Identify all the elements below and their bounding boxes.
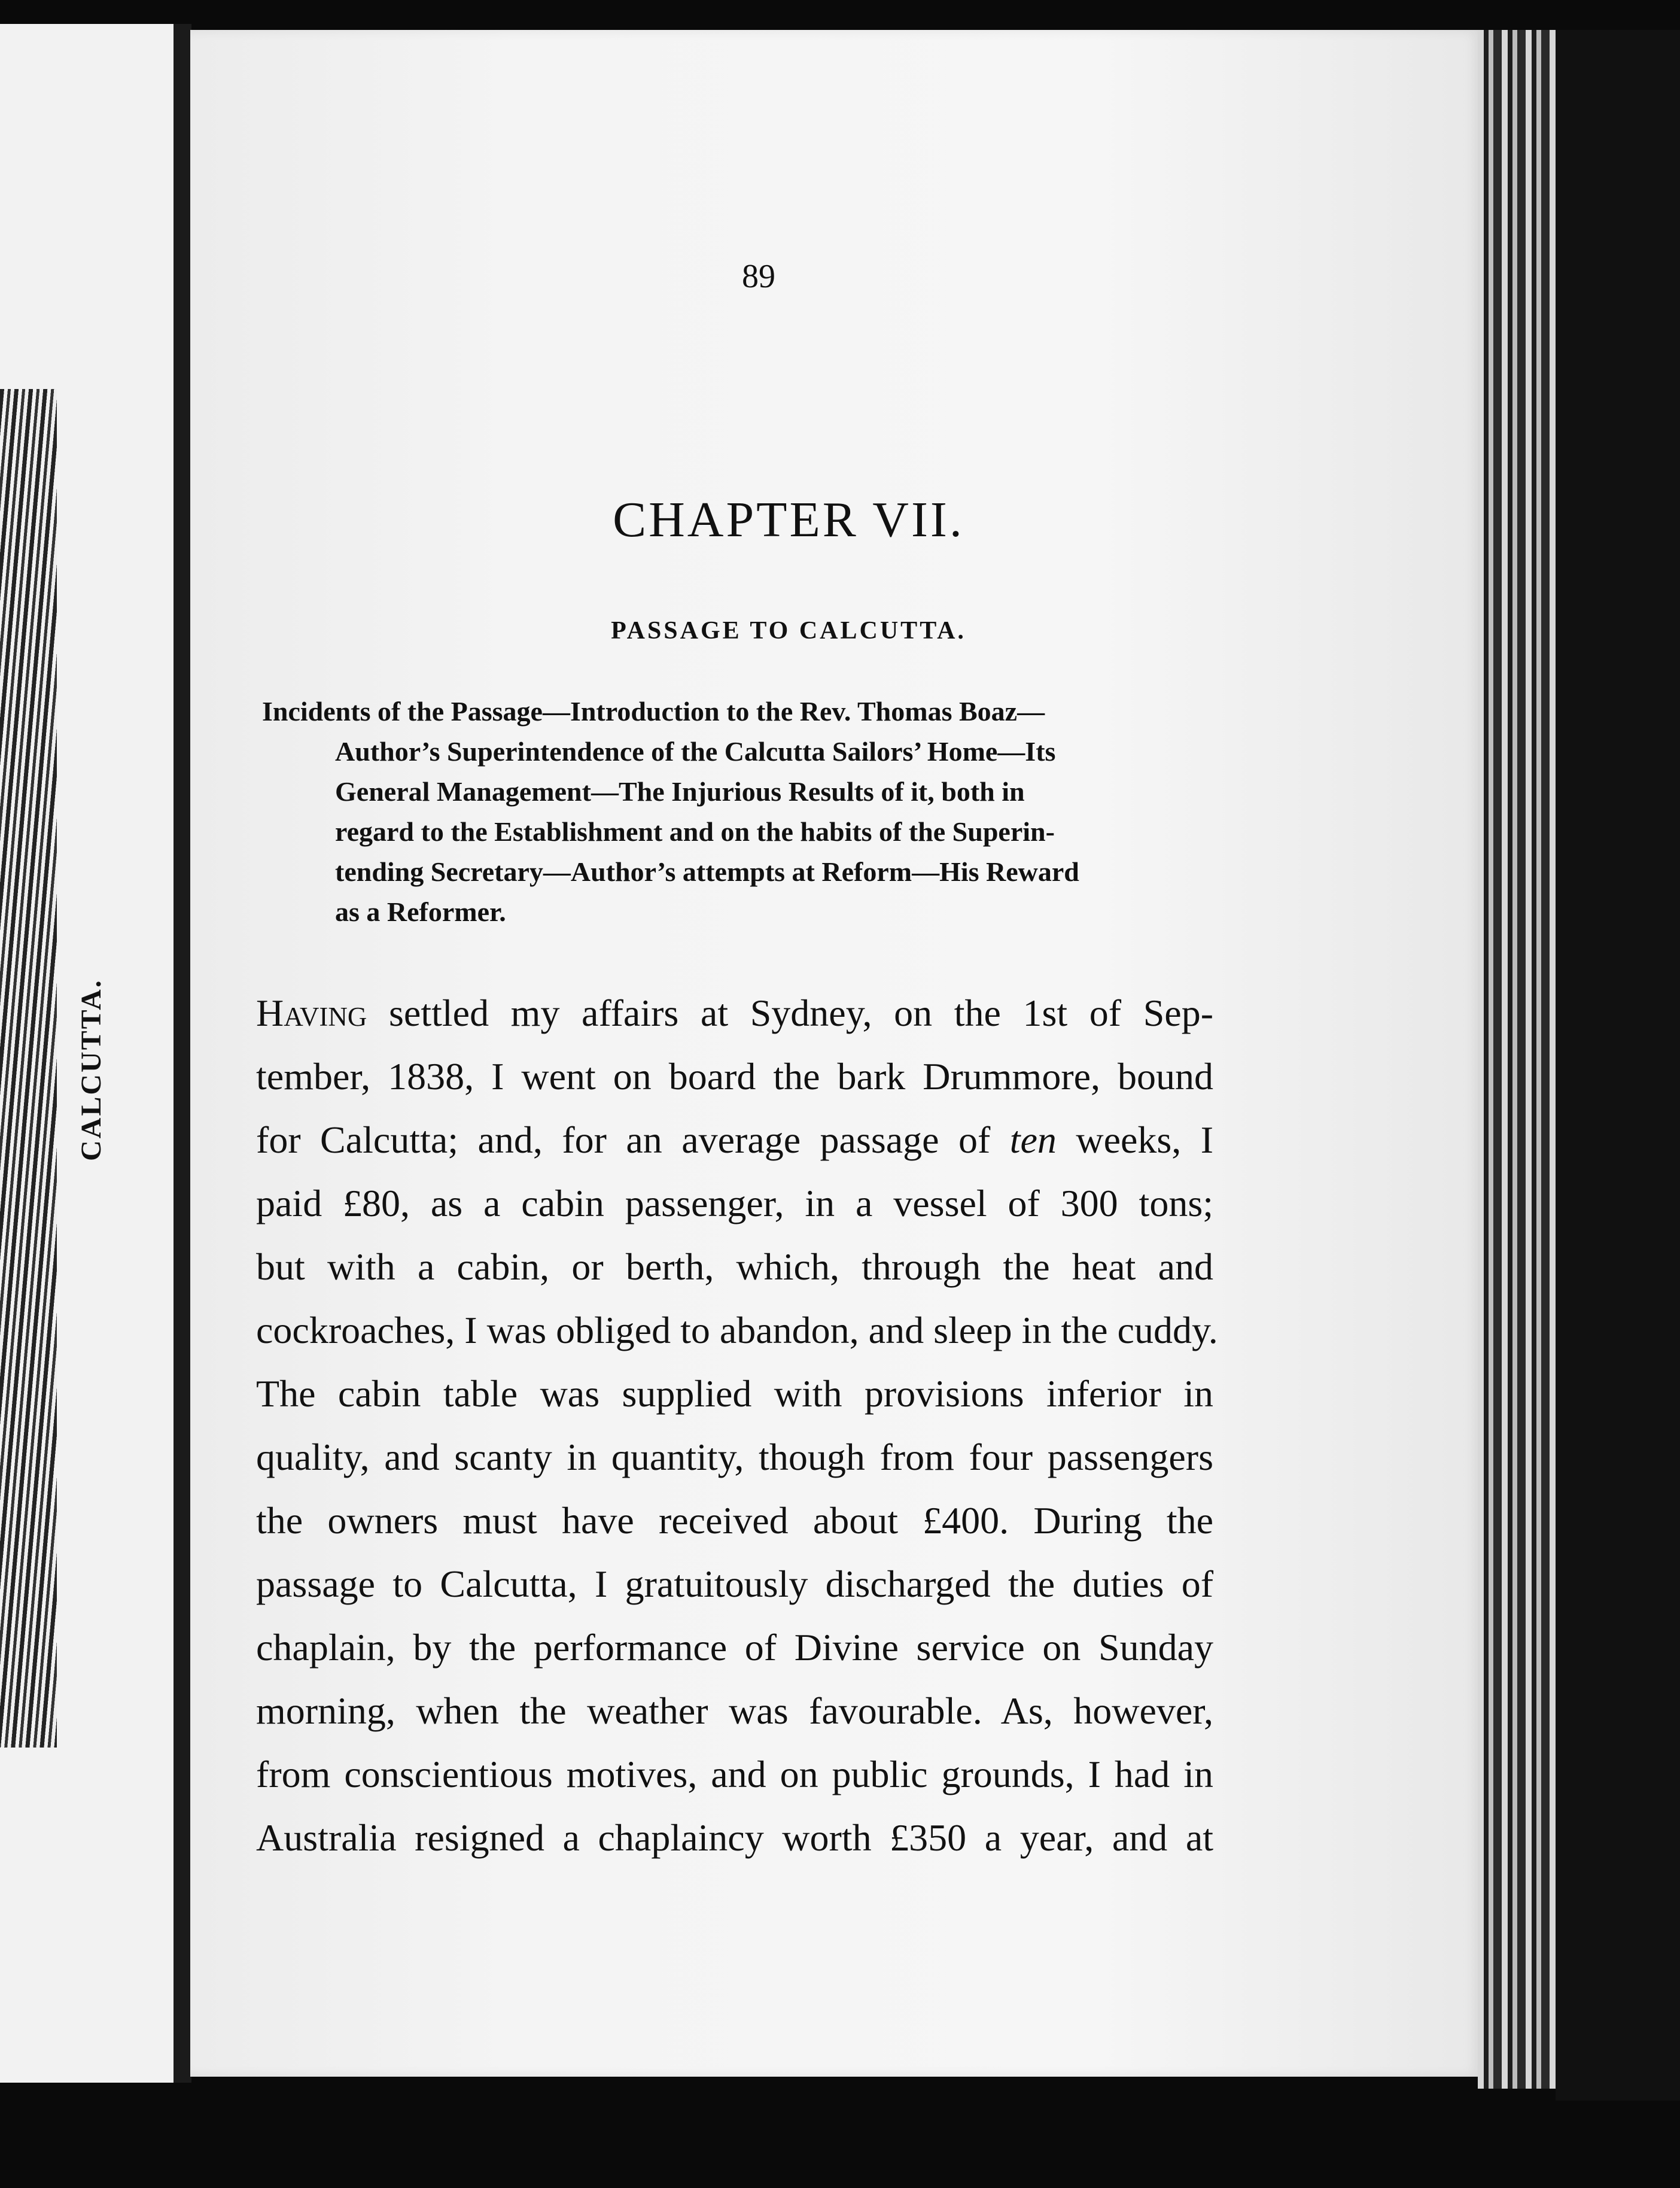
engraving-fragment [0, 389, 57, 1748]
body-line [256, 1108, 1213, 1172]
body-line-text: for Calcutta; and, for an average passage of [256, 1119, 991, 1161]
book-edge-shadow [1556, 30, 1680, 2101]
body-line: cockroaches, I was obliged to abandon, and sleep in the cuddy. [256, 1309, 1218, 1351]
left-running-title: CALCUTTA. [75, 978, 107, 1161]
body-line: tember, 1838, I went on board the bark Drummore, bound [256, 1055, 1213, 1098]
body-line: The cabin table was supplied with provisions inferior in [256, 1372, 1213, 1415]
chapter-title: CHAPTER VII. [613, 492, 964, 548]
synopsis-line: General Management—The Injurious Results of it, both in [335, 776, 1025, 807]
body-line [256, 981, 1213, 1045]
body-line: chaplain, by the performance of Divine service on Sunday [256, 1626, 1213, 1669]
chapter-synopsis [262, 691, 1207, 932]
body-line: morning, when the weather was favourable. As, however, [256, 1689, 1213, 1732]
synopsis-line: Incidents of the Passage—Introduction to the Rev. Thomas Boaz— [262, 696, 1045, 727]
synopsis-line: regard to the Establishment and on the habits of the Superin- [335, 816, 1055, 847]
body-line: quality, and scanty in quantity, though from four passengers [256, 1436, 1213, 1478]
section-title: PASSAGE TO CALCUTTA. [611, 617, 966, 645]
left-facing-page [0, 24, 186, 2083]
book-page [190, 30, 1483, 2077]
body-paragraph [256, 981, 1218, 1870]
synopsis-line: as a Reformer. [335, 897, 506, 927]
body-line: from conscientious motives, and on public grounds, I had in [256, 1753, 1213, 1795]
body-line: but with a cabin, or berth, which, through the heat and [256, 1245, 1213, 1288]
body-line: paid £80, as a cabin passenger, in a vessel of 300 tons; [256, 1182, 1213, 1224]
body-line: the owners must have received about £400. During the [256, 1499, 1213, 1542]
italic-word: ten [1009, 1119, 1057, 1161]
synopsis-line: Author’s Superintendence of the Calcutta Sailors’ Home—Its [335, 736, 1056, 767]
drop-word: Having [256, 992, 367, 1034]
body-line-text: settled my affairs at Sydney, on the 1st of Sep- [389, 992, 1213, 1034]
synopsis-line: tending Secretary—Author’s attempts at Reform—His Reward [335, 856, 1079, 887]
page-content [190, 30, 1483, 2077]
book-gutter [174, 24, 191, 2083]
body-line-text: weeks, I [1076, 1119, 1214, 1161]
body-line: Australia resigned a chaplaincy worth £350 a year, and at [256, 1816, 1213, 1859]
page-number: 89 [742, 258, 775, 295]
body-line: passage to Calcutta, I gratuitously discharged the duties of [256, 1563, 1213, 1605]
